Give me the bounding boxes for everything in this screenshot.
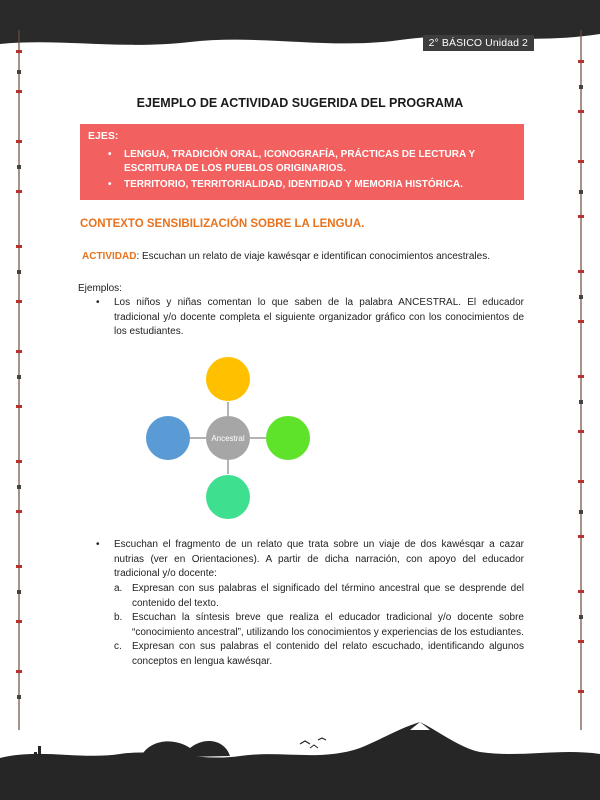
activity-text: : Escuchan un relato de viaje kawésqar e identifican conocimientos ancestrales.	[136, 251, 490, 262]
activity-label: ACTIVIDAD	[82, 251, 137, 262]
ejes-list	[88, 148, 516, 192]
footer-silhouette	[0, 718, 600, 800]
grade-tag: 2° BÁSICO Unidad 2	[423, 35, 534, 51]
sub-item	[114, 582, 524, 611]
sub-item-letter: a.	[114, 583, 123, 594]
ejes-item: • TERRITORIO, TERRITORIALIDAD, IDENTIDAD Y MEMORIA HISTÓRICA.	[108, 178, 516, 192]
context-title: CONTEXTO SENSIBILIZACIÓN SOBRE LA LENGUA.	[80, 218, 365, 230]
sub-item-letter: b.	[114, 612, 123, 623]
sub-item-text: Expresan con sus palabras el contenido del relato escuchado, identificando algunos conceptos en lengua kawésqar.	[132, 641, 524, 667]
circle-bottom	[206, 475, 250, 519]
center-label: Ancestral	[211, 434, 245, 443]
sub-item-text: Escuchan la síntesis breve que realiza el educador tradicional y/o docente sobre “conocimiento ancestral”, utilizando los conocimientos y experiencias de los estudiantes.	[132, 612, 524, 638]
circle-top	[206, 357, 250, 401]
right-decorative-border	[576, 30, 586, 730]
bullet-text: Escuchan el fragmento de un relato que trata sobre un viaje de dos kawésqar a cazar nutrias (ver en Orientaciones). A partir de dicha narración, con apoyo del educador tradicional y/o docente:	[114, 539, 524, 579]
footer-band	[0, 718, 600, 800]
left-decorative-border	[14, 30, 24, 730]
sub-list	[114, 582, 524, 669]
ejes-box	[80, 124, 524, 200]
bullet-item	[96, 296, 524, 340]
document-title: EJEMPLO DE ACTIVIDAD SUGERIDA DEL PROGRAMA	[136, 96, 464, 110]
bullet-text: Los niños y niñas comentan lo que saben de la palabra ANCESTRAL. El educador tradicional y/o docente completa el siguiente organizador gráfico con los conocimientos de los estudiantes.	[114, 297, 524, 337]
circle-left	[146, 416, 190, 460]
sub-item-letter: c.	[114, 641, 122, 652]
sub-item-text: Expresan con sus palabras el significado del término ancestral que se desprende del contenido del texto.	[132, 583, 524, 609]
ejes-item: • LENGUA, TRADICIÓN ORAL, ICONOGRAFÍA, PRÁCTICAS DE LECTURA Y ESCRITURA DE LOS PUEBLOS ORIGINARIOS.	[108, 148, 516, 176]
circle-right	[266, 416, 310, 460]
activity-line	[82, 251, 490, 262]
bullet-item	[96, 538, 524, 582]
graphic-organizer	[140, 352, 320, 522]
sub-item	[114, 611, 524, 640]
sub-item	[114, 640, 524, 669]
graphic-organizer-svg	[140, 352, 320, 522]
bullet-dot: •	[96, 297, 100, 308]
ejemplos-label: Ejemplos:	[78, 283, 122, 294]
bullet-dot: •	[96, 539, 100, 550]
ejes-heading: EJES:	[88, 130, 119, 142]
